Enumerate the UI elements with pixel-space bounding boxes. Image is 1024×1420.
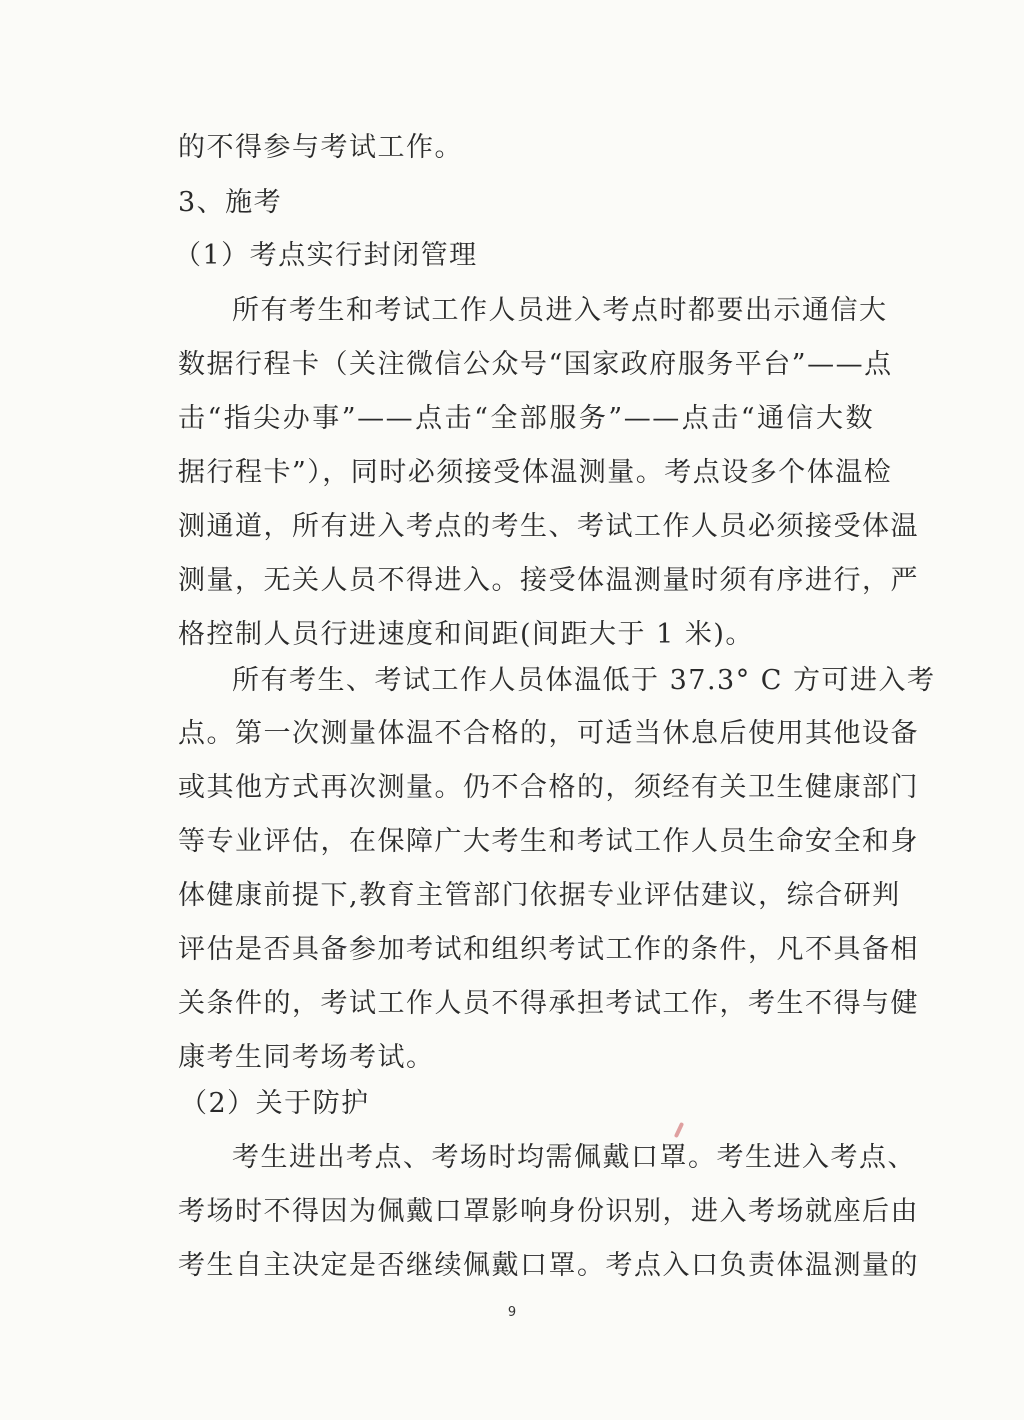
page-number: 9 [507,1305,517,1320]
paragraph-line: 据行程卡”），同时必须接受体温测量。考点设多个体温检 [178,457,893,488]
paragraph-line: 击“指尖办事”——点击“全部服务”——点击“通信大数 [178,403,874,434]
subsection-heading: （2）关于防护 [180,1088,370,1119]
paragraph-line: 数据行程卡（关注微信公众号“国家政府服务平台”——点 [178,349,893,380]
paragraph-line: 点。第一次测量体温不合格的，可适当休息后使用其他设备 [178,718,919,749]
paragraph-continuation: 的不得参与考试工作。 [178,132,463,163]
paragraph-line: 所有考生和考试工作人员进入考点时都要出示通信大 [232,295,888,326]
paragraph-line: 测通道，所有进入考点的考生、考试工作人员必须接受体温 [178,511,919,542]
paragraph-line: 考生进出考点、考场时均需佩戴口罩。考生进入考点、 [232,1142,916,1173]
section-heading: 3、施考 [178,187,283,218]
paragraph-line: 格控制人员行进速度和间距(间距大于 1 米)。 [178,619,754,650]
paragraph-line: 所有考生、考试工作人员体温低于 37.3° C 方可进入考 [232,665,936,696]
paragraph-line: 考生自主决定是否继续佩戴口罩。考点入口负责体温测量的 [178,1250,919,1281]
paragraph-line: 考场时不得因为佩戴口罩影响身份识别，进入考场就座后由 [178,1196,919,1227]
paragraph-line: 评估是否具备参加考试和组织考试工作的条件，凡不具备相 [178,934,919,965]
paragraph-line: 康考生同考场考试。 [178,1042,435,1073]
ink-speck [674,1122,684,1138]
paragraph-line: 测量，无关人员不得进入。接受体温测量时须有序进行，严 [178,565,919,596]
paragraph-line: 体健康前提下,教育主管部门依据专业评估建议，综合研判 [178,880,901,911]
paragraph-line: 或其他方式再次测量。仍不合格的，须经有关卫生健康部门 [178,772,919,803]
paragraph-line: 关条件的，考试工作人员不得承担考试工作，考生不得与健 [178,988,919,1019]
subsection-heading: （1）考点实行封闭管理 [174,240,478,271]
paragraph-line: 等专业评估，在保障广大考生和考试工作人员生命安全和身 [178,826,919,857]
